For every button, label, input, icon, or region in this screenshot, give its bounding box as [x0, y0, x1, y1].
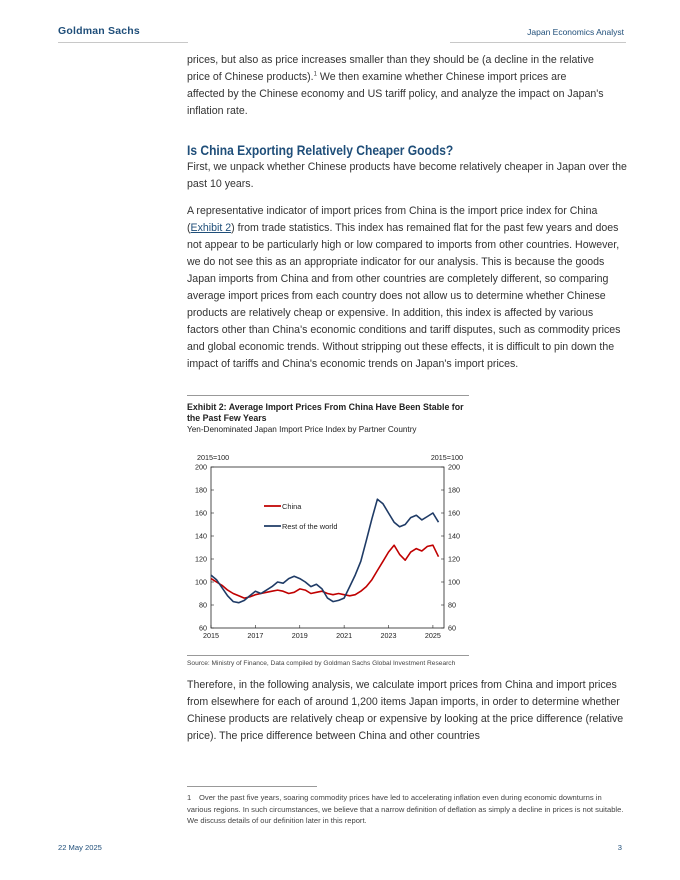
y-tick-left: 80: [199, 600, 207, 610]
y-tick-right: 200: [448, 462, 460, 472]
y-tick-left: 60: [199, 623, 207, 633]
plot-frame: [211, 467, 444, 628]
y-tick-right: 140: [448, 531, 460, 541]
exhibit-bottom-rule: [187, 655, 469, 656]
y-tick-left: 120: [195, 554, 207, 564]
footnote-number: 1: [187, 793, 192, 802]
exhibit-source: Source: Ministry of Finance, Data compiled by Goldman Sachs Global Investment Research: [187, 660, 456, 667]
legend-label-rest-of-world: Rest of the world: [282, 522, 338, 531]
x-tick-label: 2023: [380, 631, 397, 640]
x-tick-label: 2021: [336, 631, 353, 640]
x-tick-label: 2015: [203, 631, 219, 640]
y-tick-left: 180: [195, 485, 207, 495]
exhibit-top-rule: [187, 395, 469, 396]
paragraph-3: Therefore, in the following analysis, we calculate import prices from China and import prices from elsewhere for each of around 1,200 items Japan imports, in order to determine whether Chinese products are relatively cheap or expensive by looking at the price difference (relative price). The price difference between China and other countries: [187, 679, 624, 742]
series-line-rest-of-the-world: [211, 499, 439, 603]
y-tick-right: 160: [448, 508, 460, 518]
exhibit-title: Exhibit 2: Average Import Prices From China Have Been Stable for the Past Few Years: [187, 402, 464, 423]
series-line-china: [211, 545, 439, 598]
footnote-ref[interactable]: 1: [313, 71, 317, 78]
footnote: [187, 792, 627, 827]
y-tick-left: 140: [195, 531, 207, 541]
y-tick-right: 60: [448, 623, 456, 633]
page-number: 3: [617, 843, 622, 852]
y-tick-right: 180: [448, 485, 460, 495]
brand-name: Goldman Sachs: [58, 25, 140, 37]
y-tick-left: 100: [195, 577, 207, 587]
footnote-text: Over the past five years, soaring commodity prices have led to accelerating inflation even during economic downturns in various regions. In such circumstances, we believe that a narrow definition of deflation as simply a decline in prices is not suitable. We discuss details of our definition later in this report.: [187, 793, 624, 825]
header-rule-right: [450, 42, 626, 43]
publication-title: Japan Economics Analyst: [527, 27, 624, 37]
exhibit-2-link[interactable]: Exhibit 2: [190, 222, 232, 234]
y-tick-right: 80: [448, 600, 456, 610]
x-tick-label: 2019: [291, 631, 308, 640]
import-price-chart: [187, 448, 469, 648]
x-tick-label: 2025: [424, 631, 441, 640]
legend-label-china: China: [282, 502, 302, 511]
section-heading: Is China Exporting Relatively Cheaper Goods?: [187, 142, 454, 158]
intro-paragraph: prices, but also as price increases smaller than they should be (a decline in the relative price of Chinese products).$^1$ We then examine whether Chinese import prices are affected by the Chinese economy and US tariff policy, and analyze the impact on Japan's inflation rate.: [187, 54, 604, 117]
y-tick-right: 120: [448, 554, 460, 564]
y-tick-right: 100: [448, 577, 460, 587]
paragraph-1: First, we unpack whether Chinese products have become relatively cheaper in Japan over the past 10 years.: [187, 161, 627, 190]
header-rule-left: [58, 42, 188, 43]
right-axis-unit: 2015=100: [430, 453, 463, 462]
left-axis-unit: 2015=100: [197, 453, 230, 462]
legend: [264, 502, 337, 531]
report-date: 22 May 2025: [58, 843, 102, 852]
x-tick-label: 2017: [247, 631, 264, 640]
footnote-rule: [187, 786, 317, 787]
exhibit-subtitle: Yen-Denominated Japan Import Price Index by Partner Country: [187, 425, 417, 434]
paragraph-2: A representative indicator of import prices from China is the import price index for China (Exhibit 2) from trade statistics. This index has remained flat for the past few years and does not appear to be particularly high or low compared to imports from other countries. However, we do not see this as an appropriate indicator for our analysis. This is because the goods Japan imports from China and from other countries are completely different, so comparing average import prices from each country does not allow us to determine whether Chinese products are relatively cheap or expensive. In addition, this index is affected by various factors other than China's economic conditions and tariff disputes, such as commodity prices and global economic trends. Without stripping out these effects, it is difficult to pin down the impact of tariffs and China's economic trends on Japan's import prices.: [187, 205, 621, 370]
y-tick-left: 160: [195, 508, 207, 518]
y-tick-left: 200: [195, 462, 207, 472]
